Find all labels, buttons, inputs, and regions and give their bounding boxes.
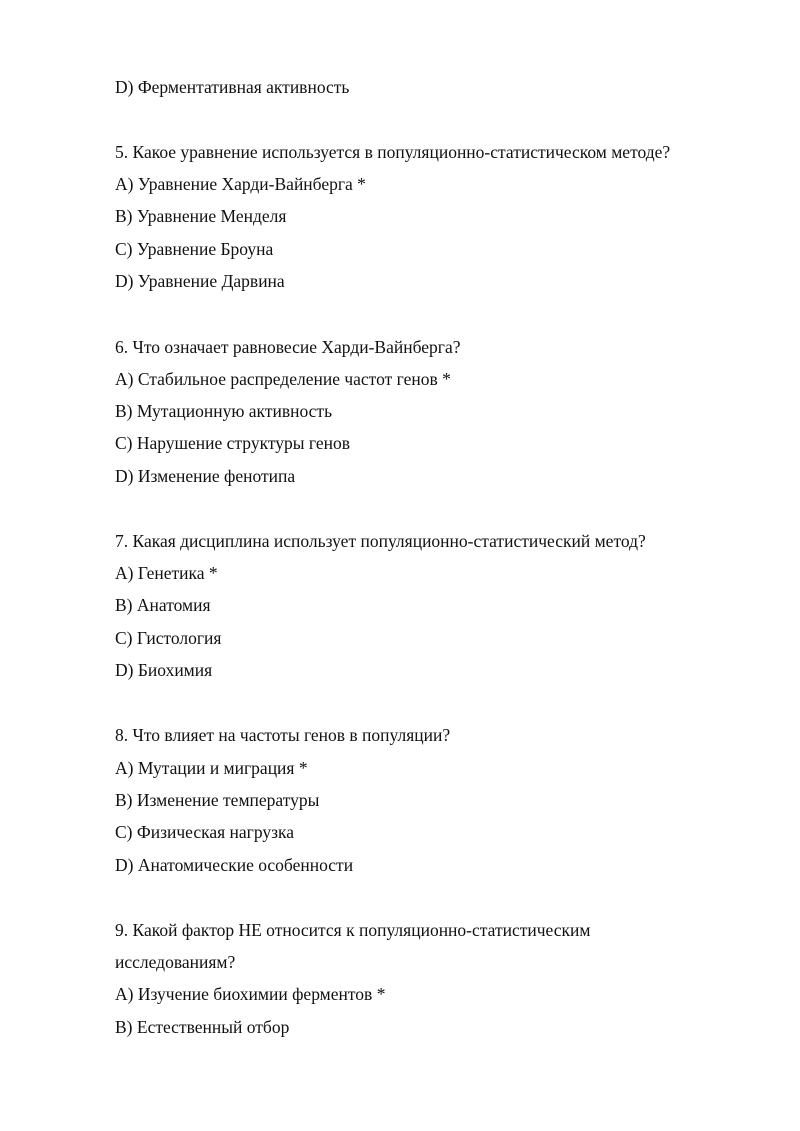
question-9-option-b: B) Естественный отбор (115, 1017, 290, 1037)
question-6-text: 6. Что означает равновесие Харди-Вайнберга? (115, 337, 461, 357)
question-7-option-d: D) Биохимия (115, 660, 213, 680)
question-7-option-c: C) Гистология (115, 628, 222, 648)
question-8-option-b: B) Изменение температуры (115, 790, 320, 810)
question-7-text: 7. Какая дисциплина использует популяционно-статистический метод? (115, 531, 646, 551)
question-8-text: 8. Что влияет на частоты генов в популяции? (115, 725, 451, 745)
question-6-option-b: B) Мутационную активность (115, 401, 333, 421)
question-5-text: 5. Какое уравнение используется в популяционно-статистическом методе? (115, 142, 671, 162)
question-9-text-line-2: исследованиям? (115, 952, 236, 972)
question-6-option-d: D) Изменение фенотипа (115, 466, 296, 486)
question-9-text-line-1: 9. Какой фактор НЕ относится к популяционно-статистическим (115, 920, 591, 940)
question-9-option-a: A) Изучение биохимии ферментов * (115, 984, 386, 1004)
question-8-option-d: D) Анатомические особенности (115, 855, 354, 875)
question-5-option-d: D) Уравнение Дарвина (115, 271, 285, 291)
question-5-option-b: B) Уравнение Менделя (115, 206, 287, 226)
question-7-option-a: A) Генетика * (115, 563, 218, 583)
question-8-option-a: A) Мутации и миграция * (115, 758, 308, 778)
option-d-previous: D) Ферментативная активность (115, 77, 350, 97)
question-6-option-a: A) Стабильное распределение частот генов * (115, 369, 451, 389)
question-5-option-c: C) Уравнение Броуна (115, 239, 274, 259)
question-7-option-b: B) Анатомия (115, 595, 211, 615)
question-8-option-c: C) Физическая нагрузка (115, 822, 295, 842)
question-5-option-a: A) Уравнение Харди-Вайнберга * (115, 174, 366, 194)
question-6-option-c: C) Нарушение структуры генов (115, 433, 350, 453)
